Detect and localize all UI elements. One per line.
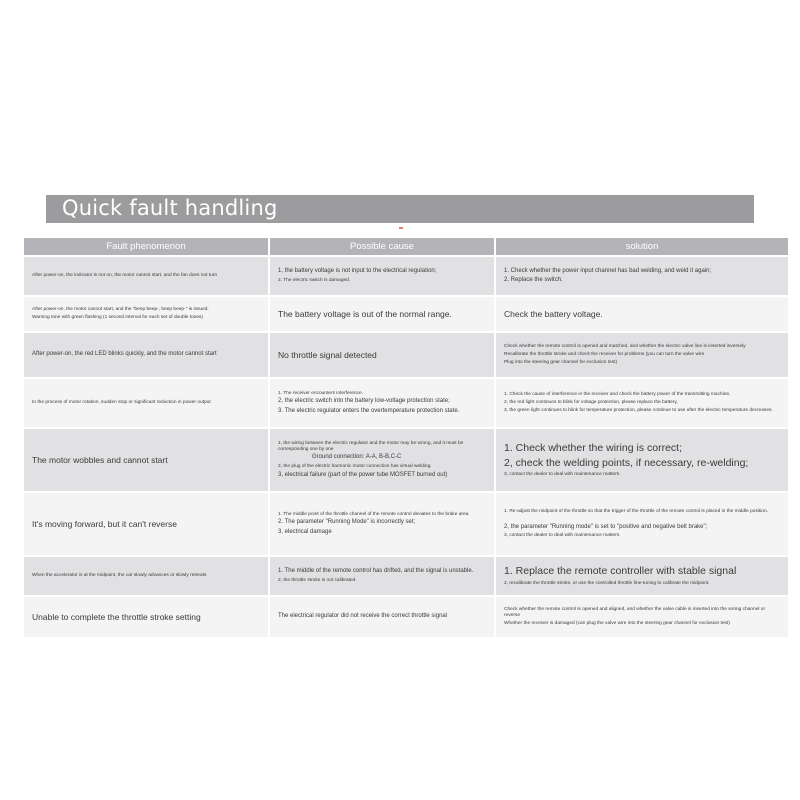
cause-cell: [270, 257, 494, 295]
solution-line: 1. Check whether the power input channel has bad welding, and weld it again;: [504, 267, 712, 274]
cause-line: 3. The electric regulator enters the overtemperature protection state.: [278, 407, 460, 414]
solution-line: 1. Check whether the wiring is correct;: [504, 441, 682, 454]
cause-line: 1. The middle of the remote control has drifted, and the signal is unstable.: [278, 568, 474, 575]
phenomenon-cell: After power-on, the red LED blinks quickly, and the motor cannot start: [24, 333, 268, 377]
cause-line: 2, the electric switch into the battery low-voltage protection state;: [278, 398, 450, 405]
phenomenon-cell: Unable to complete the throttle stroke setting: [24, 597, 268, 637]
phenomenon-line: After power-on, the motor cannot start, and the "beep beep-, beep beep-" is issued.: [32, 307, 209, 313]
cause-line: 3, electrical damage: [278, 528, 332, 535]
table-row: [24, 379, 788, 427]
table-row: [24, 333, 788, 377]
cause-cell: [270, 557, 494, 595]
cause-line: 2. The parameter "Running Mode" is incorrectly set;: [278, 519, 416, 526]
cause-line: 1. The middle point of the throttle channel of the remote control deviates to the brake area.: [278, 511, 470, 517]
cause-line: Ground connection: A-A, B-B,C-C: [312, 454, 402, 461]
table-row: [24, 257, 788, 295]
solution-cell: [496, 597, 788, 637]
cause-line: 1, the battery voltage is not input to the electrical regulation;: [278, 268, 437, 275]
table-row: [24, 297, 788, 331]
solution-line: 2, recalibrate the throttle stroke, or use the controlled throttle fine-tuning to calibrate the midpoint.: [504, 580, 710, 586]
cause-line: 1. The receiver encounters interference.: [278, 390, 363, 396]
column-header-phenomenon: Fault phenomenon: [24, 238, 268, 255]
phenomenon-line: Warning tone with green flashing (1 second interval for each set of double tones): [32, 315, 204, 320]
solution-line: 1. Replace the remote controller with stable signal: [504, 565, 737, 578]
solution-cell: [496, 493, 788, 555]
cause-cell: The electrical regulator did not receive the correct throttle signal: [270, 597, 494, 637]
solution-line: 2, the parameter "Running mode" is set to "positive and negative belt brake";: [504, 523, 708, 530]
solution-line: Plug into the steering gear channel for exclusion test): [504, 359, 618, 365]
red-dot-mark: [399, 227, 403, 229]
title-banner: [46, 195, 754, 223]
solution-line: 3, contact the dealer to deal with maintenance matters.: [504, 472, 621, 478]
cause-line: 2, the throttle stroke is not calibrated.: [278, 577, 357, 583]
table-row: [24, 493, 788, 555]
solution-line: 2, check the welding points, if necessary, re-welding;: [504, 457, 749, 469]
solution-line: 3, contact the dealer to deal with maintenance matters.: [504, 533, 621, 539]
table-row: [24, 597, 788, 637]
cause-line: 2, the plug of the electric harmonic motor connection has virtual welding.: [278, 463, 432, 469]
column-header-cause: Possible cause: [270, 238, 494, 255]
solution-line: 1. Check the cause of interference in the receiver and check the battery power of the transmitting machine,: [504, 392, 731, 398]
cause-line: 2. The electric switch is damaged.: [278, 277, 351, 283]
table-row: [24, 557, 788, 595]
table-row: [24, 429, 788, 491]
cause-cell: The battery voltage is out of the normal range.: [270, 297, 494, 331]
solution-line: 1. Re-adjust the midpoint of the throttle so that the trigger of the throttle of the remote control is placed in the middle position.: [504, 508, 768, 514]
solution-line: Whether the receiver is damaged (can plug the valve wire into the steering gear channel for exclusion test): [504, 620, 730, 626]
cause-cell: [270, 429, 494, 491]
solution-line: Check whether the remote control is opened and matched, and whether the electric valve line is inserted inversely: [504, 344, 746, 350]
cause-cell: [270, 379, 494, 427]
solution-line: 2. Replace the switch.: [504, 277, 563, 283]
solution-line: Recalibrate the throttle stroke and check the receiver for problems (you can turn the valve wire: [504, 352, 705, 357]
cause-cell: [270, 493, 494, 555]
cause-line: 3, electrical failure (part of the power tube MOSFET burned out): [278, 471, 448, 478]
solution-cell: [496, 257, 788, 295]
phenomenon-cell: [24, 297, 268, 331]
phenomenon-cell: In the process of motor rotation, sudden stop or significant reduction in power output: [24, 379, 268, 427]
page-title: Quick fault handling: [62, 196, 278, 220]
phenomenon-cell: It's moving forward, but it can't reverse: [24, 493, 268, 555]
fault-table: [22, 236, 790, 639]
solution-line: Check whether the remote control is opened and aligned, and whether the valve cable is inserted into the wrong channel or reverse: [504, 607, 766, 618]
column-header-solution: solution: [496, 238, 788, 255]
cause-cell: No throttle signal detected: [270, 333, 494, 377]
solution-cell: [496, 429, 788, 491]
solution-cell: [496, 333, 788, 377]
phenomenon-cell: The motor wobbles and cannot start: [24, 429, 268, 491]
solution-line: 3, the green light continues to blink for temperature protection, please continue to use after the electric temperature decreases.: [504, 407, 773, 413]
phenomenon-cell: After power-on, the indicator is not on, the motor cannot start, and the fan does not turn: [24, 257, 268, 295]
cause-line: 1, the wiring between the electric regulator and the motor may be wrong, and it must be corresponding one by one: [278, 440, 464, 452]
solution-cell: [496, 557, 788, 595]
solution-cell: Check the battery voltage.: [496, 297, 788, 331]
solution-line: 2, the red light continues to blink for voltage protection, please replace the battery,: [504, 400, 678, 405]
solution-cell: [496, 379, 788, 427]
table-header-row: [24, 238, 788, 255]
phenomenon-cell: When the accelerator is at the midpoint, the car slowly advances or slowly retreats: [24, 557, 268, 595]
